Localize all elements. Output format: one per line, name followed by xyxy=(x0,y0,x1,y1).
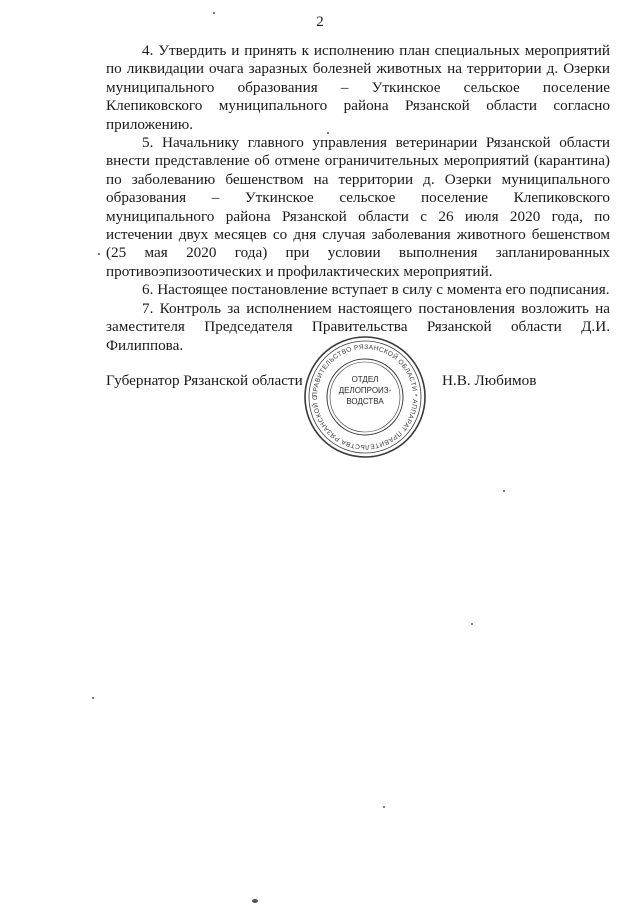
seal-center-text xyxy=(335,374,395,407)
scan-speck xyxy=(327,132,329,134)
document-body xyxy=(106,42,610,355)
seal-center-line-3: ВОДСТВА xyxy=(346,397,384,406)
scan-speck xyxy=(213,12,215,14)
paragraph-7: 7. Контроль за исполнением настоящего постановления возложить на заместителя Председателя Правительства Рязанской области Д.И. Филиппова. xyxy=(106,299,610,354)
paragraph-6: 6. Настоящее постановление вступает в силу с момента его подписания. xyxy=(142,281,610,299)
seal-center-line-2: ДЕЛОПРОИЗ- xyxy=(338,386,392,395)
paragraph-4: 4. Утвердить и принять к исполнению план специальных мероприятий по ликвидации очага заразных болезней животных на территории д. Озерки муниципального образования – Уткинское сельское поселение Клепиковского муниципального района Рязанской области согласно приложению. xyxy=(106,42,610,133)
scan-speck xyxy=(471,623,473,625)
seal-ring-text: ПРАВИТЕЛЬСТВО РЯЗАНСКОЙ ОБЛАСТИ * АППАРАТ ПРАВИТЕЛЬСТВА РЯЗАНСКОЙ О xyxy=(311,343,419,451)
signer-title: Губернатор Рязанской области xyxy=(106,372,303,389)
scan-speck xyxy=(383,806,385,808)
scan-speck xyxy=(92,697,94,699)
official-seal xyxy=(302,334,428,460)
scan-speck xyxy=(98,253,100,255)
signer-name: Н.В. Любимов xyxy=(442,372,537,389)
page-number: 2 xyxy=(316,14,324,30)
scan-speck xyxy=(503,490,505,492)
scan-speck xyxy=(252,899,258,903)
seal-center-line-1: ОТДЕЛ xyxy=(351,375,379,384)
paragraph-5: 5. Начальнику главного управления ветеринарии Рязанской области внести представление об отмене ограничительных мероприятий (карантина) по заболеванию бешенством на территории д. Озерки муниципального образования – Уткинское сельское поселение Клепиковского муниципального района Рязанской области с 26 июля 2020 года, по истечении двух месяцев со дня случая заболевания животного бешенством (25 мая 2020 года) при условии выполнения запланированных противоэпизоотических и профилактических мероприятий. xyxy=(106,134,610,280)
